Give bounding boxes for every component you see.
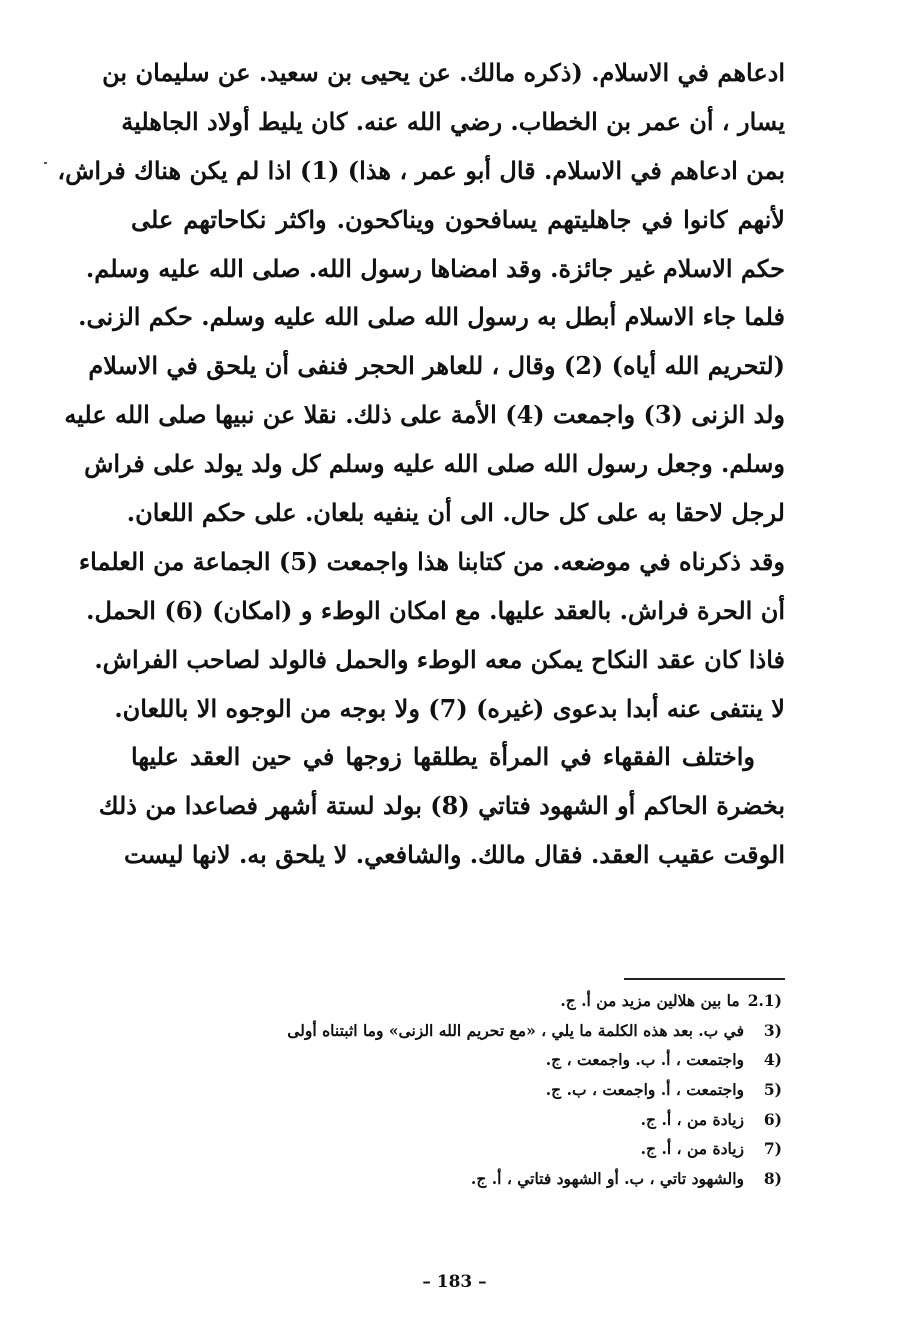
footnote-separator bbox=[624, 978, 785, 980]
footnote-text: في ب. بعد هذه الكلمة ما يلي ، «مع تحريم الله الزنى» وما اثبتناه أولى bbox=[287, 1020, 744, 1040]
text-line: وقد ذكرناه في موضعه. من كتابنا هذا واجمعت (5) الجماعة من العلماء bbox=[78, 546, 785, 576]
footnote bbox=[200, 986, 782, 1016]
footnote-text: زيادة من ، أ. ج. bbox=[640, 1109, 744, 1129]
footnote bbox=[200, 1105, 782, 1135]
footnote-number: 2.1) bbox=[747, 991, 782, 1010]
text-line: فلما جاء الاسلام أبطل به رسول الله صلى الله عليه وسلم. حكم الزنى. bbox=[78, 302, 785, 332]
text-line: ادعاهم في الاسلام. (ذكره مالك. عن يحيى بن سعيد. عن سليمان بن bbox=[102, 58, 785, 87]
footnote bbox=[200, 1134, 782, 1164]
text-line: واختلف الفقهاء في المرأة يطلقها زوجها في حين العقد عليها bbox=[131, 742, 755, 772]
footnote bbox=[200, 1045, 782, 1075]
footnote-text: واجتمعت ، أ. ب. واجمعت ، ج. bbox=[545, 1050, 744, 1070]
text-line: لرجل لاحقا به على كل حال. الى أن ينفيه بلعان. على حكم اللعان. bbox=[126, 498, 785, 528]
text-line: يسار ، أن عمر بن الخطاب. رضي الله عنه. كان يليط أولاد الجاهلية bbox=[121, 106, 785, 136]
text-line: لأنهم كانوا في جاهليتهم يسافحون ويناكحون. واكثر نكاحاتهم على bbox=[131, 204, 785, 234]
footnote-number: 8) bbox=[763, 1169, 782, 1189]
page-number: – 183 – bbox=[422, 1272, 487, 1292]
text-line: (لتحريم الله أياه) (2) وقال ، للعاهر الحجر فنفى أن يلحق في الاسلام bbox=[88, 351, 785, 381]
footnote-text: واجتمعت ، أ. واجمعت ، ب. ج. bbox=[545, 1080, 744, 1100]
footnote-text: زيادة من ، أ. ج. bbox=[640, 1139, 744, 1159]
footnote-number: 3) bbox=[763, 1020, 782, 1040]
footnote bbox=[200, 1164, 782, 1194]
footnotes-block bbox=[200, 986, 782, 1194]
text-line: لا ينتفى عنه أبدا بدعوى (غيره) (7) ولا بوجه من الوجوه الا باللعان. bbox=[114, 693, 785, 723]
text-line: أن الحرة فراش. بالعقد عليها. مع امكان الوطء و (امكان) (6) الحمل. bbox=[86, 595, 785, 625]
scan-speck bbox=[44, 162, 47, 164]
text-line: ولد الزنى (3) واجمعت (4) الأمة على ذلك. نقلا عن نبيها صلى الله عليه bbox=[64, 400, 785, 430]
footnote-number: 7) bbox=[763, 1139, 782, 1159]
text-line: الوقت عقيب العقد. فقال مالك. والشافعي. لا يلحق به. لانها ليست bbox=[123, 840, 785, 870]
main-text-block bbox=[57, 49, 785, 880]
footnote-number: 5) bbox=[763, 1080, 782, 1100]
footnote-number: 4) bbox=[763, 1050, 782, 1070]
text-line: بمن ادعاهم في الاسلام. قال أبو عمر ، هذا) (1) اذا لم يكن هناك فراش، bbox=[57, 155, 785, 185]
text-line: وسلم. وجعل رسول الله صلى الله عليه وسلم كل ولد يولد على فراش bbox=[84, 449, 785, 479]
text-line: حكم الاسلام غير جائزة. وقد امضاها رسول الله. صلى الله عليه وسلم. bbox=[85, 253, 785, 283]
footnote-number: 6) bbox=[763, 1109, 782, 1129]
footnote-text: ما بين هلالين مزيد من أ. ج. bbox=[560, 991, 740, 1010]
text-line: فاذا كان عقد النكاح يمكن معه الوطء والحمل فالولد لصاحب الفراش. bbox=[94, 644, 785, 674]
footnote bbox=[200, 1016, 782, 1046]
footnote-text: والشهود تاتي ، ب. أو الشهود فتاتي ، أ. ج. bbox=[470, 1169, 744, 1189]
footnote bbox=[200, 1075, 782, 1105]
text-line: بخضرة الحاكم أو الشهود فتاتي (8) بولد لستة أشهر فصاعدا من ذلك bbox=[98, 791, 785, 821]
